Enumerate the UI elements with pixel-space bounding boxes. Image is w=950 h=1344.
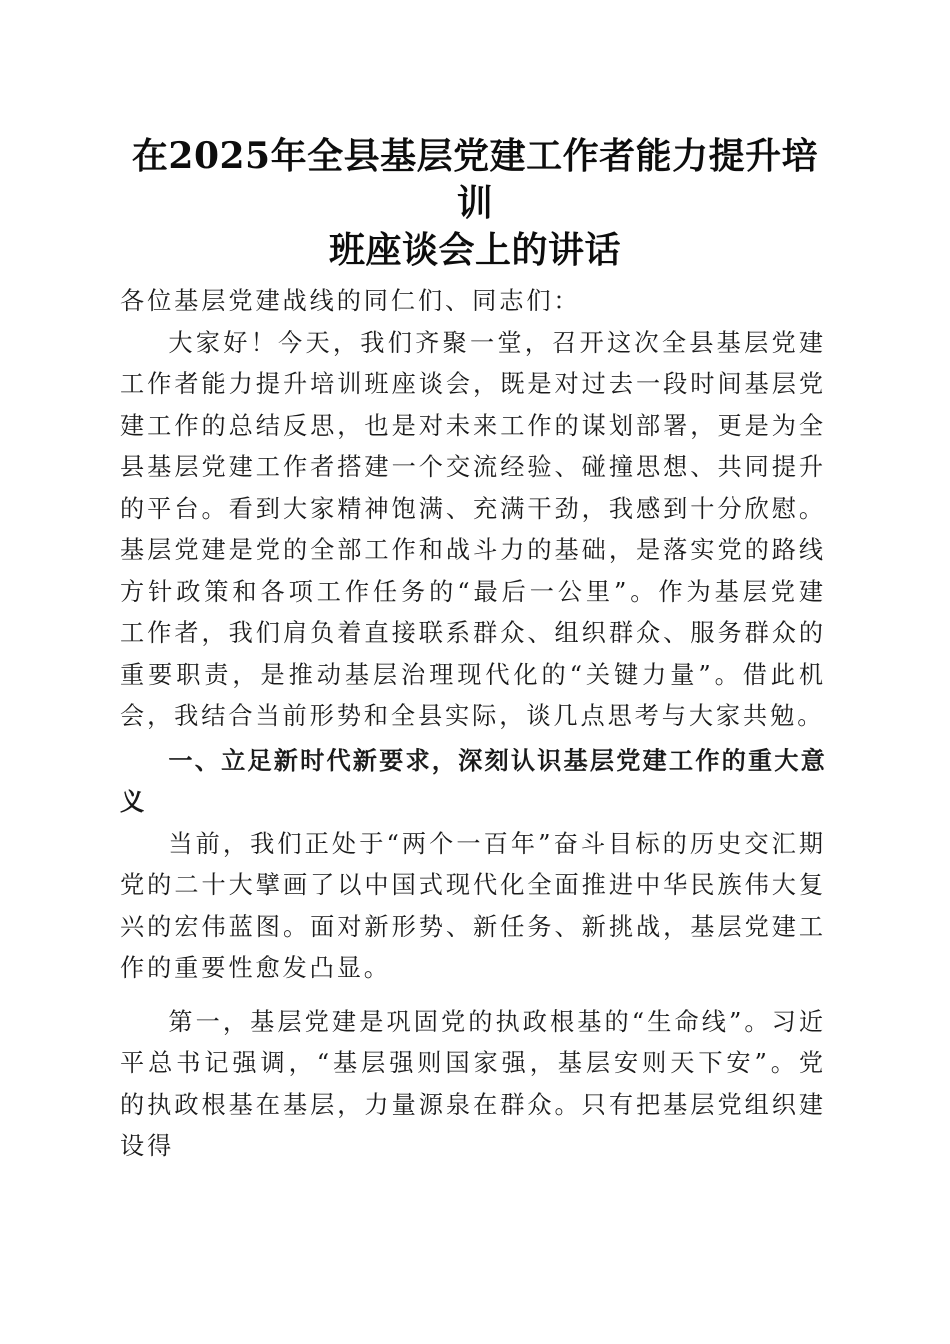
title-line-2: 班座谈会上的讲话 [328, 229, 621, 271]
title-line-1: 在2025年全县基层党建工作者能力提升培训 [131, 135, 819, 224]
document-body [120, 281, 826, 1168]
paragraph-context: 当前，我们正处于“两个一百年”奋斗目标的历史交汇期党的二十大擘画了以中国式现代化全面推进中华民族伟大复兴的宏伟蓝图。面对新形势、新任务、新挑战，基层党建工作的重要性愈发凸显。 [120, 829, 826, 982]
paragraph-point-1: 第一，基层党建是巩固党的执政根基的“生命线”。习近平总书记强调，“基层强则国家强，基层安则天下安”。党的执政根基在基层，力量源泉在群众。只有把基层党组织建设得 [120, 1007, 826, 1160]
paragraph-opening: 大家好！今天，我们齐聚一堂，召开这次全县基层党建工作者能力提升培训班座谈会，既是对过去一段时间基层党建工作的总结反思，也是对未来工作的谋划部署，更是为全县基层党建工作者搭建一个交流经验、碰撞思想、共同提升的平台。看到大家精神饱满、充满干劲，我感到十分欣慰。基层党建是党的全部工作和战斗力的基础，是落实党的路线方针政策和各项工作任务的“最后一公里”。作为基层党建工作者，我们肩负着直接联系群众、组织群众、服务群众的重要职责，是推动基层治理现代化的“关键力量”。借此机会，我结合当前形势和全县实际，谈几点思考与大家共勉。 [120, 328, 826, 730]
section-heading-1: 一、立足新时代新要求，深刻认识基层党建工作的重大意义 [120, 746, 826, 816]
salutation: 各位基层党建战线的同仁们、同志们： [120, 287, 581, 315]
document-title [118, 133, 832, 274]
